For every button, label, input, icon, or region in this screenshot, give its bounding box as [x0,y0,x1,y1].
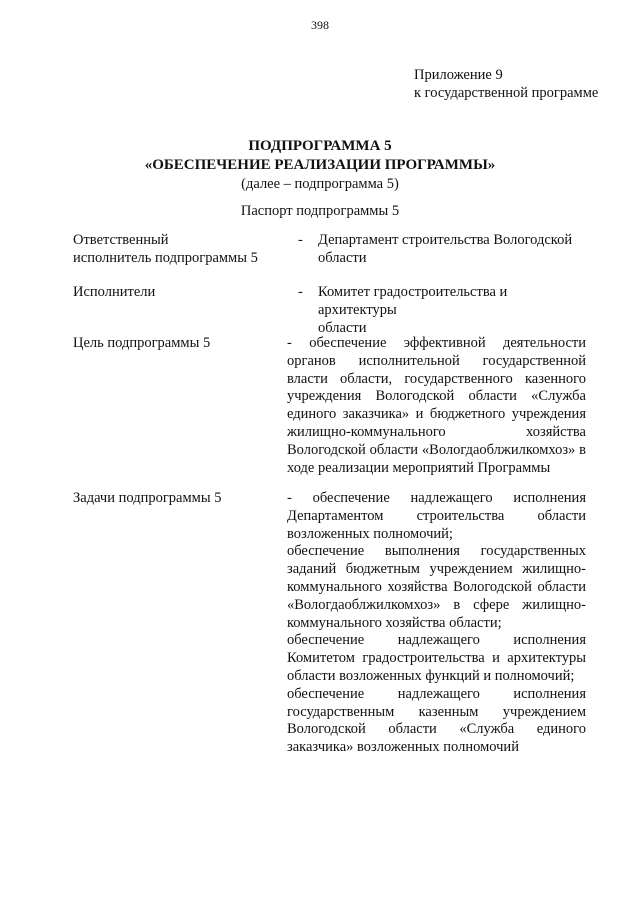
row-label-line: Исполнители [73,284,156,300]
row-value-line: области [318,319,367,336]
row-value [318,232,588,268]
row-value-paragraph: - обеспечение эффективной деятельности органов исполнительной государственной власти области, государственного казенного учреждения Вологодской области «Служба единого заказчика» и бюджетного учреждения жилищно-коммунального хозяйства Вологодской области «Вологдаоблжилкомхоз» в ходе реализации мероприятий Программы [287,335,586,476]
row-label [73,284,278,302]
row-value [318,284,588,337]
subprogram-title [0,137,640,194]
row-label-line: Ответственный [73,232,169,248]
appendix-line-1: Приложение 9 [414,67,503,83]
row-label-line: Цель подпрограммы 5 [73,335,211,351]
page-number: 398 [311,18,329,32]
title-line-3: (далее – подпрограмма 5) [241,176,399,192]
row-value-paragraph: - обеспечение надлежащего исполнения Департаментом строительства области возложенных полномочий; [287,490,586,542]
row-label-line: исполнитель подпрограммы 5 [73,249,258,266]
row-value [287,335,586,477]
title-line-2: «ОБЕСПЕЧЕНИЕ РЕАЛИЗАЦИИ ПРОГРАММЫ» [144,157,496,173]
row-value-line: области [318,249,367,266]
appendix-note [414,66,598,102]
row-label [73,490,278,508]
row-label [73,335,278,353]
row-value-line: Комитет градостроительства и архитектуры [318,284,508,318]
row-value [287,490,586,757]
row-dash: - [298,284,303,300]
row-value-line: Департамент строительства Вологодской [318,232,573,248]
row-value-paragraph: обеспечение надлежащего исполнения государственным казенным учреждением Вологодской области «Служба единого заказчика» возложенных полномочий [287,685,586,756]
passport-heading: Паспорт подпрограммы 5 [240,203,400,219]
row-dash: - [298,232,303,248]
row-label-line: Задачи подпрограммы 5 [73,490,222,506]
title-line-1: ПОДПРОГРАММА 5 [248,138,392,154]
row-value-paragraph: обеспечение надлежащего исполнения Комитетом градостроительства и архитектуры области возложенных функций и полномочий; [287,632,586,684]
row-value-paragraph: обеспечение выполнения государственных заданий бюджетным учреждением жилищно-коммунального хозяйства Вологодской области «Вологдаоблжилкомхоз» в сфере жилищно-коммунального хозяйства области; [287,543,586,631]
appendix-line-2: к государственной программе [414,85,599,101]
row-label [73,232,278,268]
